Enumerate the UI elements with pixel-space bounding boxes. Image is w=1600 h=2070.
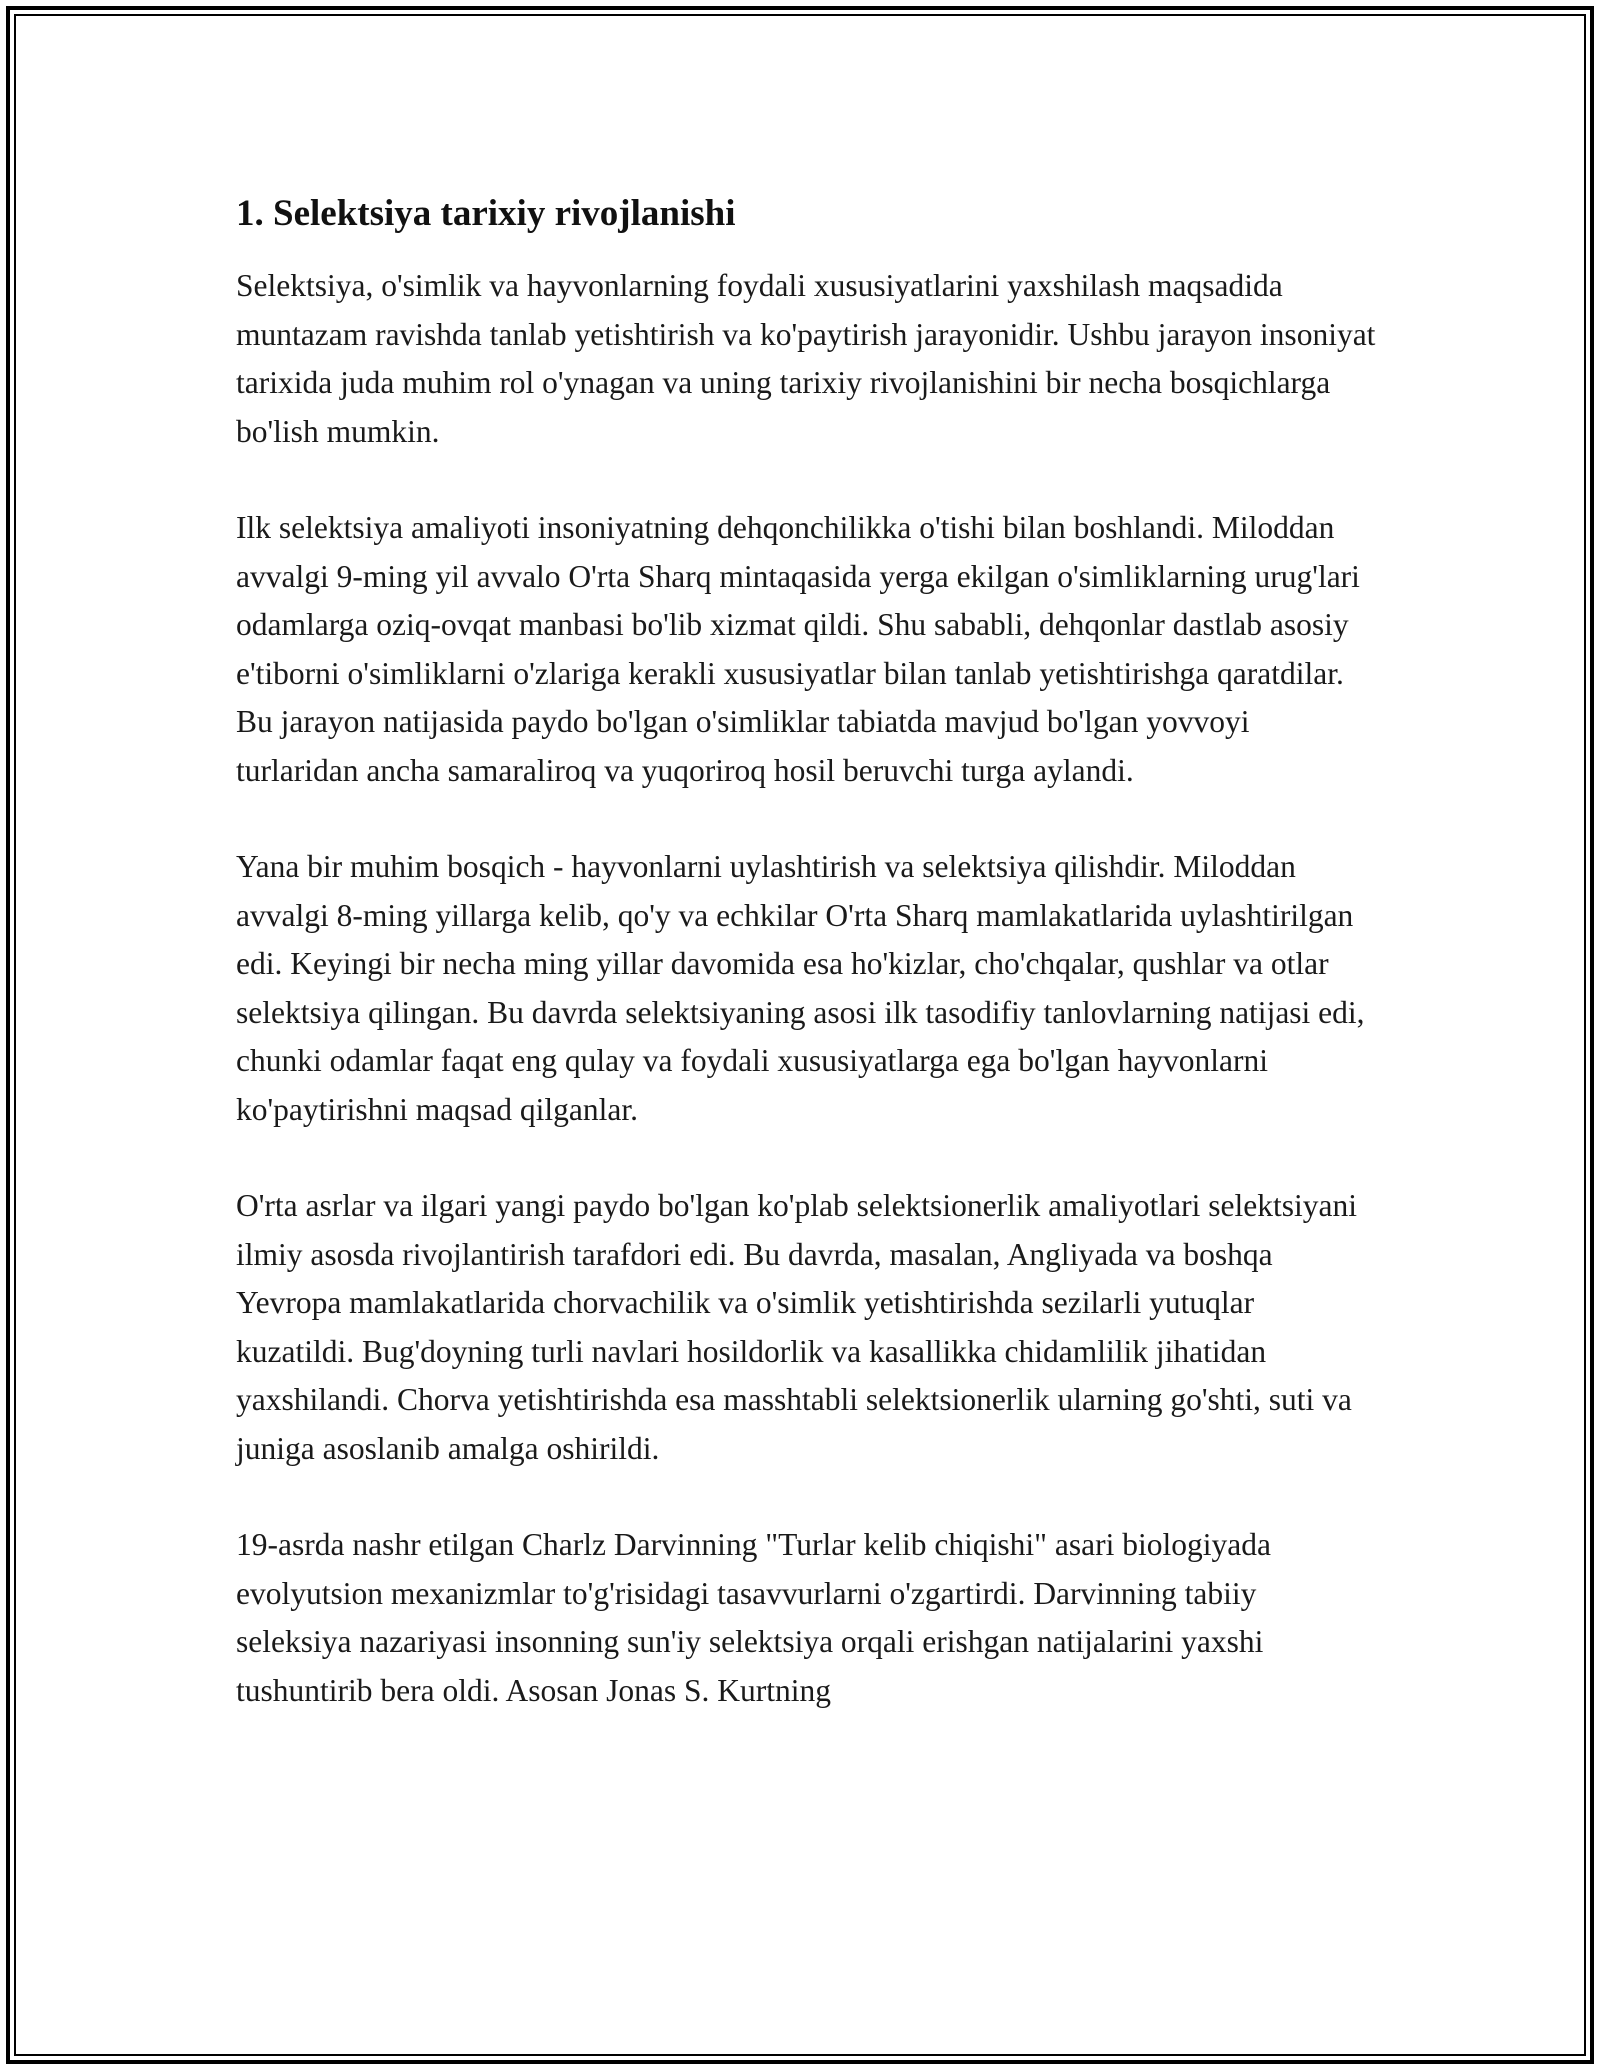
paragraph-animal-domestication: Yana bir muhim bosqich - hayvonlarni uylashtirish va selektsiya qilishdir. Miloddan avvalgi 8-ming yillarga kelib, qo'y va echkilar O'rta Sharq mamlakatlarida uylashtirilgan edi. Keyingi bir necha ming yillar davomida esa ho'kizlar, cho'chqalar, qushlar va otlar selektsiya qilingan. Bu davrda selektsiyaning asosi ilk tasodifiy tanlovlarning natijasi edi, chunki odamlar faqat eng qulay va foydali xususiyatlarga ega bo'lgan hayvonlarni ko'paytirishni maqsad qilganlar.	[236, 849, 1365, 1127]
paragraph-darwin: 19-asrda nashr etilgan Charlz Darvinning "Turlar kelib chiqishi" asari biologiyada evolyutsion mexanizmlar to'g'risidagi tasavvurlarni o'zgartirdi. Darvinning tabiiy seleksiya nazariyasi insonning sun'iy selektsiya orqali erishgan natijalarini yaxshi tushuntirib bera oldi. Asosan Jonas S. Kurtning	[236, 1527, 1271, 1708]
paragraph-plant-selection: Ilk selektsiya amaliyoti insoniyatning dehqonchilikka o'tishi bilan boshlandi. Miloddan avvalgi 9-ming yil avvalo O'rta Sharq mintaqasida yerga ekilgan o'simliklarning urug'lari odamlarga oziq-ovqat manbasi bo'lib xizmat qildi. Shu sababli, dehqonlar dastlab asosiy e'tiborni o'simliklarni o'zlariga kerakli xususiyatlar bilan tanlab yetishtirishga qaratdilar. Bu jarayon natijasida paydo bo'lgan o'simliklar tabiatda mavjud bo'lgan yovvoyi turlaridan ancha samaraliroq va yuqoriroq hosil beruvchi turga aylandi.	[236, 510, 1360, 788]
paragraph-intro: Selektsiya, o'simlik va hayvonlarning foydali xususiyatlarini yaxshilash maqsadida muntazam ravishda tanlab yetishtirish va ko'paytirish jarayonidir. Ushbu jarayon insoniyat tarixida juda muhim rol o'ynagan va uning tarixiy rivojlanishini bir necha bosqichlarga bo'lish mumkin.	[236, 268, 1376, 449]
document-body	[236, 188, 1376, 1763]
paragraph-middle-ages: O'rta asrlar va ilgari yangi paydo bo'lgan ko'plab selektsionerlik amaliyotlari selektsiyani ilmiy asosda rivojlantirish tarafdori edi. Bu davrda, masalan, Angliyada va boshqa Yevropa mamlakatlarida chorvachilik va o'simlik yetishtirishda sezilarli yutuqlar kuzatildi. Bug'doyning turli navlari hosildorlik va kasallikka chidamlilik jihatidan yaxshilandi. Chorva yetishtirishda esa masshtabli selektsionerlik ularning go'shti, suti va juniga asoslanib amalga oshirildi.	[236, 1188, 1357, 1466]
section-heading: 1. Selektsiya tarixiy rivojlanishi	[236, 193, 736, 234]
